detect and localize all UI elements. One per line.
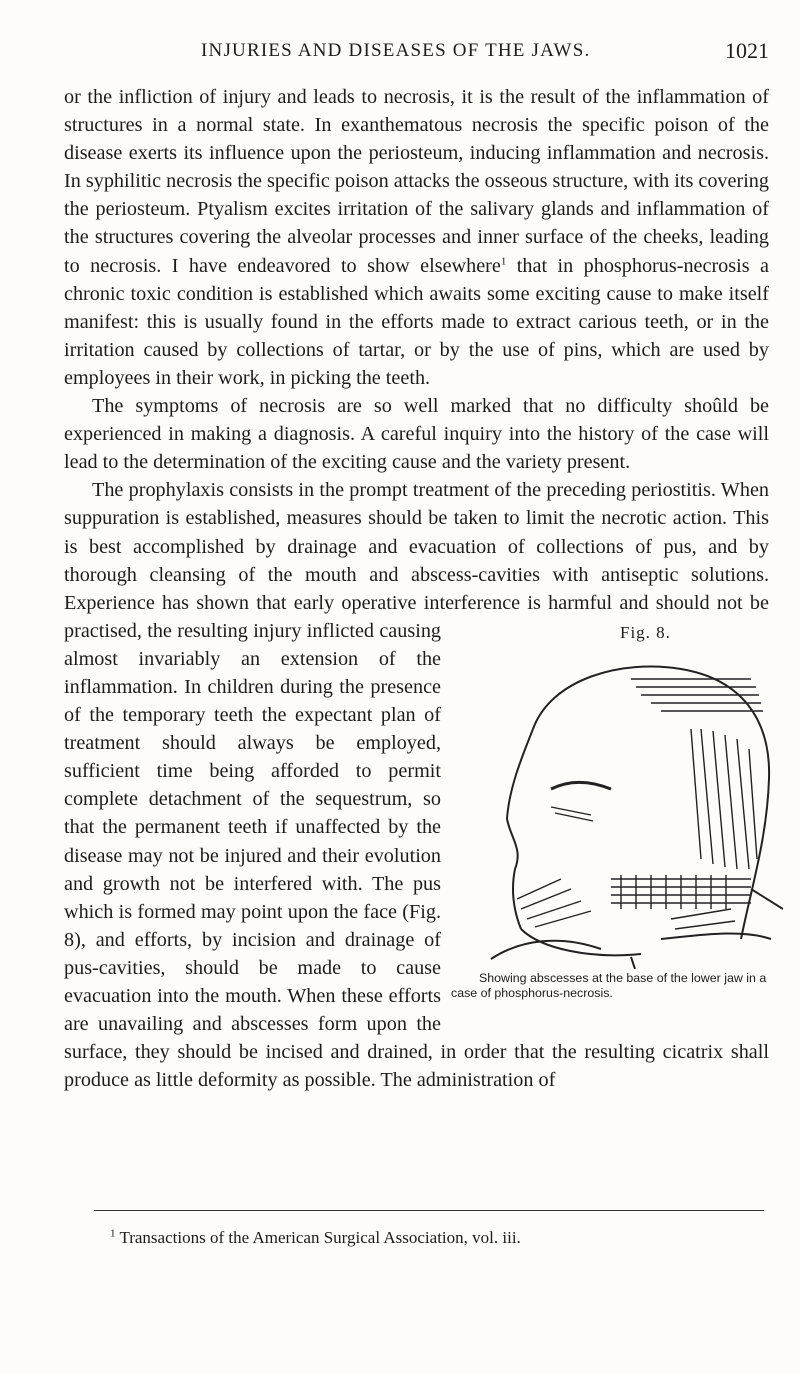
- figure-label: Fig. 8.: [620, 622, 671, 642]
- page-header: [64, 38, 769, 70]
- body-text: [64, 83, 769, 1094]
- paragraph-1-continued: that in phosphorus-necrosis a chronic toxic condition is established which awaits some exciting cause to make itself manifest: this is usually found in the efforts made to extract carious teeth, or in the irritation caused by collections of tartar, or by the use of pins, which are used by employees in their work, in picking the teeth.: [64, 254, 769, 389]
- paragraph-1-text: or the infliction of injury and leads to necrosis, it is the result of the inflammation of structures in a normal state. In exanthematous necrosis the specific poison of the disease exerts its influence upon the periosteum, inducing inflammation and necrosis. In syphilitic necrosis the specific poison attacks the osseous structure, with its covering the periosteum. Ptyalism excites irritation of the salivary glands and inflammation of the structures covering the alveolar processes and inner surface of the cheeks, leading to necrosis. I have endeavored to show elsewhere: [64, 86, 769, 277]
- footnote-reference: 1: [500, 254, 507, 267]
- paragraph-1: [64, 83, 769, 392]
- figure-8: [451, 619, 783, 1021]
- face-engraving-icon: [451, 639, 783, 969]
- footnote-marker: 1: [110, 1227, 116, 1240]
- footnote-text: Transactions of the American Surgical Association, vol. iii.: [115, 1228, 521, 1247]
- running-head: INJURIES AND DISEASES OF THE JAWS.: [201, 40, 591, 61]
- page-number: 1021: [725, 38, 769, 63]
- paragraph-3-continued: injury inflicted causing almost invariably an extension of the inflammation. In children during the presence of the temporary teeth the expectant plan of treatment should always be employed, sufficient time being afforded to permit complete detachment of the sequestrum, so that the permanent teeth if unaffected by the disease may not be injured and their evolution and growth not be interfered with. The pus which is formed may point upon the face (Fig. 8), and efforts, by incision and drainage of pus-cavities, should be made to cause evacuation into the mouth. When these efforts are unavailing and abscesses form upon the surface, they should be incised and drained, in order that the resulting cicatrix shall produce as little deformity as possible. The administration of: [64, 619, 769, 1092]
- footnote-rule: [94, 1210, 764, 1211]
- paragraph-3-text: The prophylaxis consists in the prompt treatment of the preceding periostitis. When suppuration is established, measures should be taken to limit the necrotic action. This is best accomplished by drainage and evacuation of collections of pus, and by thorough cleansing of the mouth and abscess-cavities with antiseptic solutions. Experience has shown that early operative interference is harmful and should not be practised, the resulting: [64, 479, 769, 642]
- paragraph-2: The symptoms of necrosis are so well marked that no difficulty shoûld be experienced in making a diagnosis. A careful inquiry into the history of the case will lead to the determination of the exciting cause and the variety present.: [64, 395, 769, 474]
- paragraph-3: [64, 476, 769, 1094]
- figure-caption: Showing abscesses at the base of the lower jaw in a case of phosphorus-necrosis.: [451, 970, 767, 1000]
- footnote: [110, 1228, 521, 1248]
